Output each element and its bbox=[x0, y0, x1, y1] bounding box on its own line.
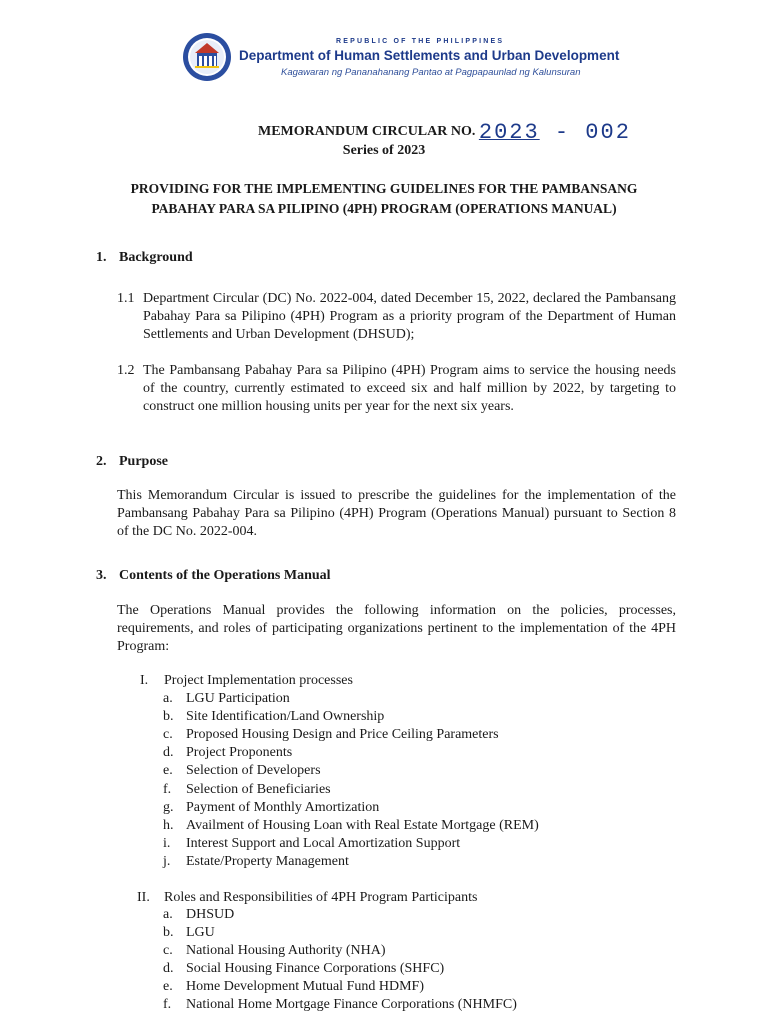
list-item-letter: a. bbox=[163, 907, 173, 922]
header-tagalog: Kagawaran ng Pananahanang Pantao at Pagpapaunlad ng Kalunsuran bbox=[281, 67, 581, 78]
memo-title bbox=[80, 179, 688, 219]
section-3-number: 3. bbox=[96, 568, 107, 583]
memo-label: MEMORANDUM CIRCULAR NO. bbox=[258, 124, 476, 139]
list-item-letter: b. bbox=[163, 709, 174, 725]
list-item: Payment of Monthly Amortization bbox=[186, 799, 380, 815]
list-item: Social Housing Finance Corporations (SHFC) bbox=[186, 960, 445, 976]
memo-series: Series of 2023 bbox=[342, 143, 426, 158]
list-item: Project Proponents bbox=[186, 745, 293, 761]
list-item-letter: f. bbox=[163, 781, 172, 797]
background-2-text: The Pambansang Pabahay Para sa Pilipino (4PH) Program aims to service the housing needs of the country, currently estimated to exceed six and half million by 2022, by targeting to construct one million housing units per year for the next six years. bbox=[143, 363, 676, 414]
section-2-number: 2. bbox=[96, 454, 107, 469]
list-item-letter: f. bbox=[163, 996, 172, 1012]
list-item-letter: h. bbox=[163, 817, 174, 833]
list-1-heading: Project Implementation processes bbox=[164, 673, 353, 688]
list-item: National Home Mortgage Finance Corporations (NHMFC) bbox=[186, 996, 517, 1012]
background-1-text: Department Circular (DC) No. 2022-004, dated December 15, 2022, declared the Pambansang Pabahay Para sa Pilipino (4PH) Program as a priority program of the Department of Human Settlements and Urban Development (DHSUD); bbox=[143, 291, 676, 342]
list-2-heading: Roles and Responsibilities of 4PH Program Participants bbox=[164, 890, 478, 905]
background-2-number: 1.2 bbox=[117, 363, 135, 378]
list-item-letter: e. bbox=[163, 978, 173, 994]
list-item: Proposed Housing Design and Price Ceiling Parameters bbox=[186, 727, 499, 743]
list-item-letter: d. bbox=[163, 960, 174, 976]
header-department: Department of Human Settlements and Urban Development bbox=[239, 48, 620, 63]
background-1-number: 1.1 bbox=[117, 291, 135, 306]
list-item: Interest Support and Local Amortization Support bbox=[186, 835, 461, 851]
list-item-letter: c. bbox=[163, 942, 173, 958]
memo-title-line-1: PROVIDING FOR THE IMPLEMENTING GUIDELINES FOR THE PAMBANSANG bbox=[130, 181, 638, 196]
list-item: Selection of Developers bbox=[186, 763, 321, 779]
purpose-text: This Memorandum Circular is issued to prescribe the guidelines for the implementation of the Pambansang Pabahay Para sa Pilipino (4PH) Program (Operations Manual) pursuant to Section 8 of the DC No. 2022-004. bbox=[117, 488, 676, 539]
list-item-letter: a. bbox=[163, 691, 173, 706]
memo-number-seq: 002 bbox=[585, 120, 631, 145]
list-item: DHSUD bbox=[186, 907, 235, 922]
memo-number bbox=[479, 120, 631, 145]
list-item: Selection of Beneficiaries bbox=[186, 781, 331, 797]
list-item: Availment of Housing Loan with Real Estate Mortgage (REM) bbox=[186, 817, 539, 833]
dhsud-seal-logo bbox=[182, 32, 232, 82]
list-item: LGU Participation bbox=[186, 691, 290, 706]
list-1-numeral: I. bbox=[140, 673, 149, 688]
section-1-heading: Background bbox=[119, 250, 193, 265]
section-3-heading: Contents of the Operations Manual bbox=[119, 568, 331, 583]
list-item: LGU bbox=[186, 924, 215, 940]
list-item-letter: e. bbox=[163, 763, 173, 779]
list-2-numeral: II. bbox=[137, 890, 150, 905]
header-republic: REPUBLIC OF THE PHILIPPINES bbox=[336, 38, 505, 45]
section-1-number: 1. bbox=[96, 250, 107, 265]
memo-number-dash: - bbox=[539, 120, 586, 145]
contents-intro: The Operations Manual provides the following information on the policies, processes, requirements, and roles of participating organizations pertinent to the implementation of the 4PH Program: bbox=[117, 603, 676, 654]
list-item-letter: c. bbox=[163, 727, 173, 743]
list-item-letter: b. bbox=[163, 924, 174, 940]
list-item-letter: g. bbox=[163, 799, 174, 815]
list-item-letter: d. bbox=[163, 745, 174, 761]
section-2-heading: Purpose bbox=[119, 454, 168, 469]
list-item: Estate/Property Management bbox=[186, 853, 349, 869]
list-item: National Housing Authority (NHA) bbox=[186, 942, 386, 958]
list-item-letter: j. bbox=[163, 853, 171, 869]
list-item: Site Identification/Land Ownership bbox=[186, 709, 385, 725]
memo-title-line-2: PABAHAY PARA SA PILIPINO (4PH) PROGRAM (OPERATIONS MANUAL) bbox=[151, 201, 617, 216]
list-item-letter: i. bbox=[163, 835, 171, 851]
list-item: Home Development Mutual Fund HDMF) bbox=[186, 978, 424, 994]
memo-number-line bbox=[258, 117, 631, 145]
memo-number-year: 2023 bbox=[478, 120, 540, 145]
